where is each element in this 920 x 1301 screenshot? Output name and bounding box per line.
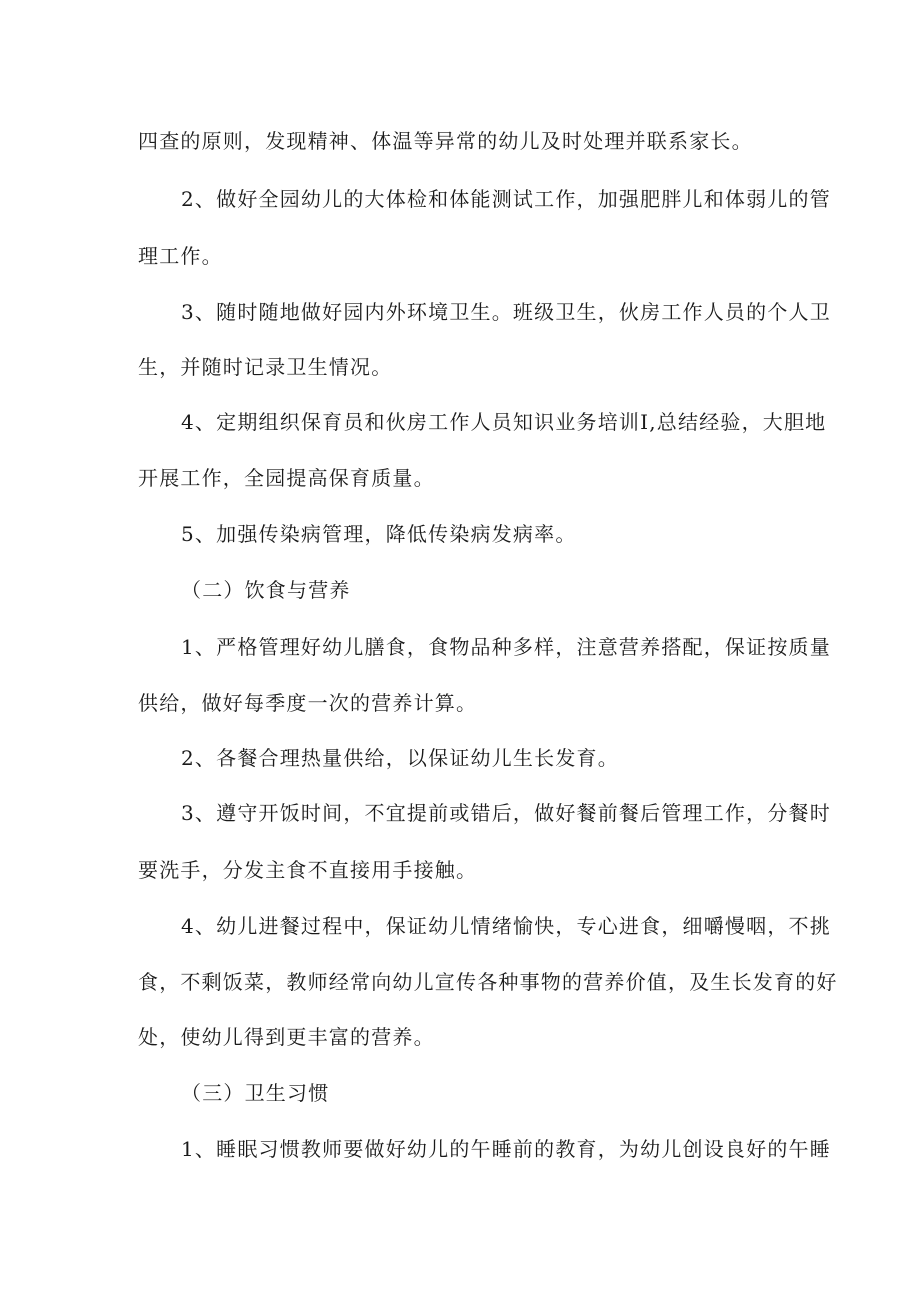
text-line-15: 4、幼儿进餐过程中，保证幼儿情绪愉快，专心进食，细嚼慢咽，不挑: [181, 914, 831, 938]
text-line-16: 食，不剩饭菜，教师经常向幼儿宣传各种事物的营养价值，及生长发育的好: [138, 970, 838, 994]
text-line-1: 四查的原则，发现精神、体温等异常的幼儿及时处理并联系家长。: [138, 129, 753, 153]
text-line-14: 要洗手，分发主食不直接用手接触。: [138, 858, 478, 882]
text-line-19: 1、睡眠习惯教师要做好幼儿的午睡前的教育，为幼儿创设良好的午睡: [181, 1137, 831, 1161]
section-heading-2: （二）饮食与营养: [181, 578, 351, 602]
text-line-12: 2、各餐合理热量供给，以保证幼儿生长发育。: [181, 746, 619, 770]
text-line-17: 处，使幼儿得到更丰富的营养。: [138, 1025, 435, 1049]
text-line-11: 供给，做好每季度一次的营养计算。: [138, 691, 478, 715]
text-line-7: 开展工作，全园提高保育质量。: [138, 466, 435, 490]
text-line-6: 4、定期组织保育员和伙房工作人员知识业务培训I,总结经验，大胆地: [181, 410, 827, 434]
text-line-4: 3、随时随地做好园内外环境卫生。班级卫生，伙房工作人员的个人卫: [181, 300, 831, 324]
text-line-2: 2、做好全园幼儿的大体检和体能测试工作，加强肥胖儿和体弱儿的管: [181, 187, 831, 211]
section-heading-3: （三）卫生习惯: [181, 1081, 330, 1105]
text-line-13: 3、遵守开饭时间，不宜提前或错后，做好餐前餐后管理工作，分餐时: [181, 801, 831, 825]
text-line-5: 生，并随时记录卫生情况。: [138, 355, 393, 379]
text-line-8: 5、加强传染病管理，降低传染病发病率。: [181, 522, 577, 546]
text-line-10: 1、严格管理好幼儿膳食，食物品种多样，注意营养搭配，保证按质量: [181, 635, 831, 659]
text-line-3: 理工作。: [138, 244, 223, 268]
